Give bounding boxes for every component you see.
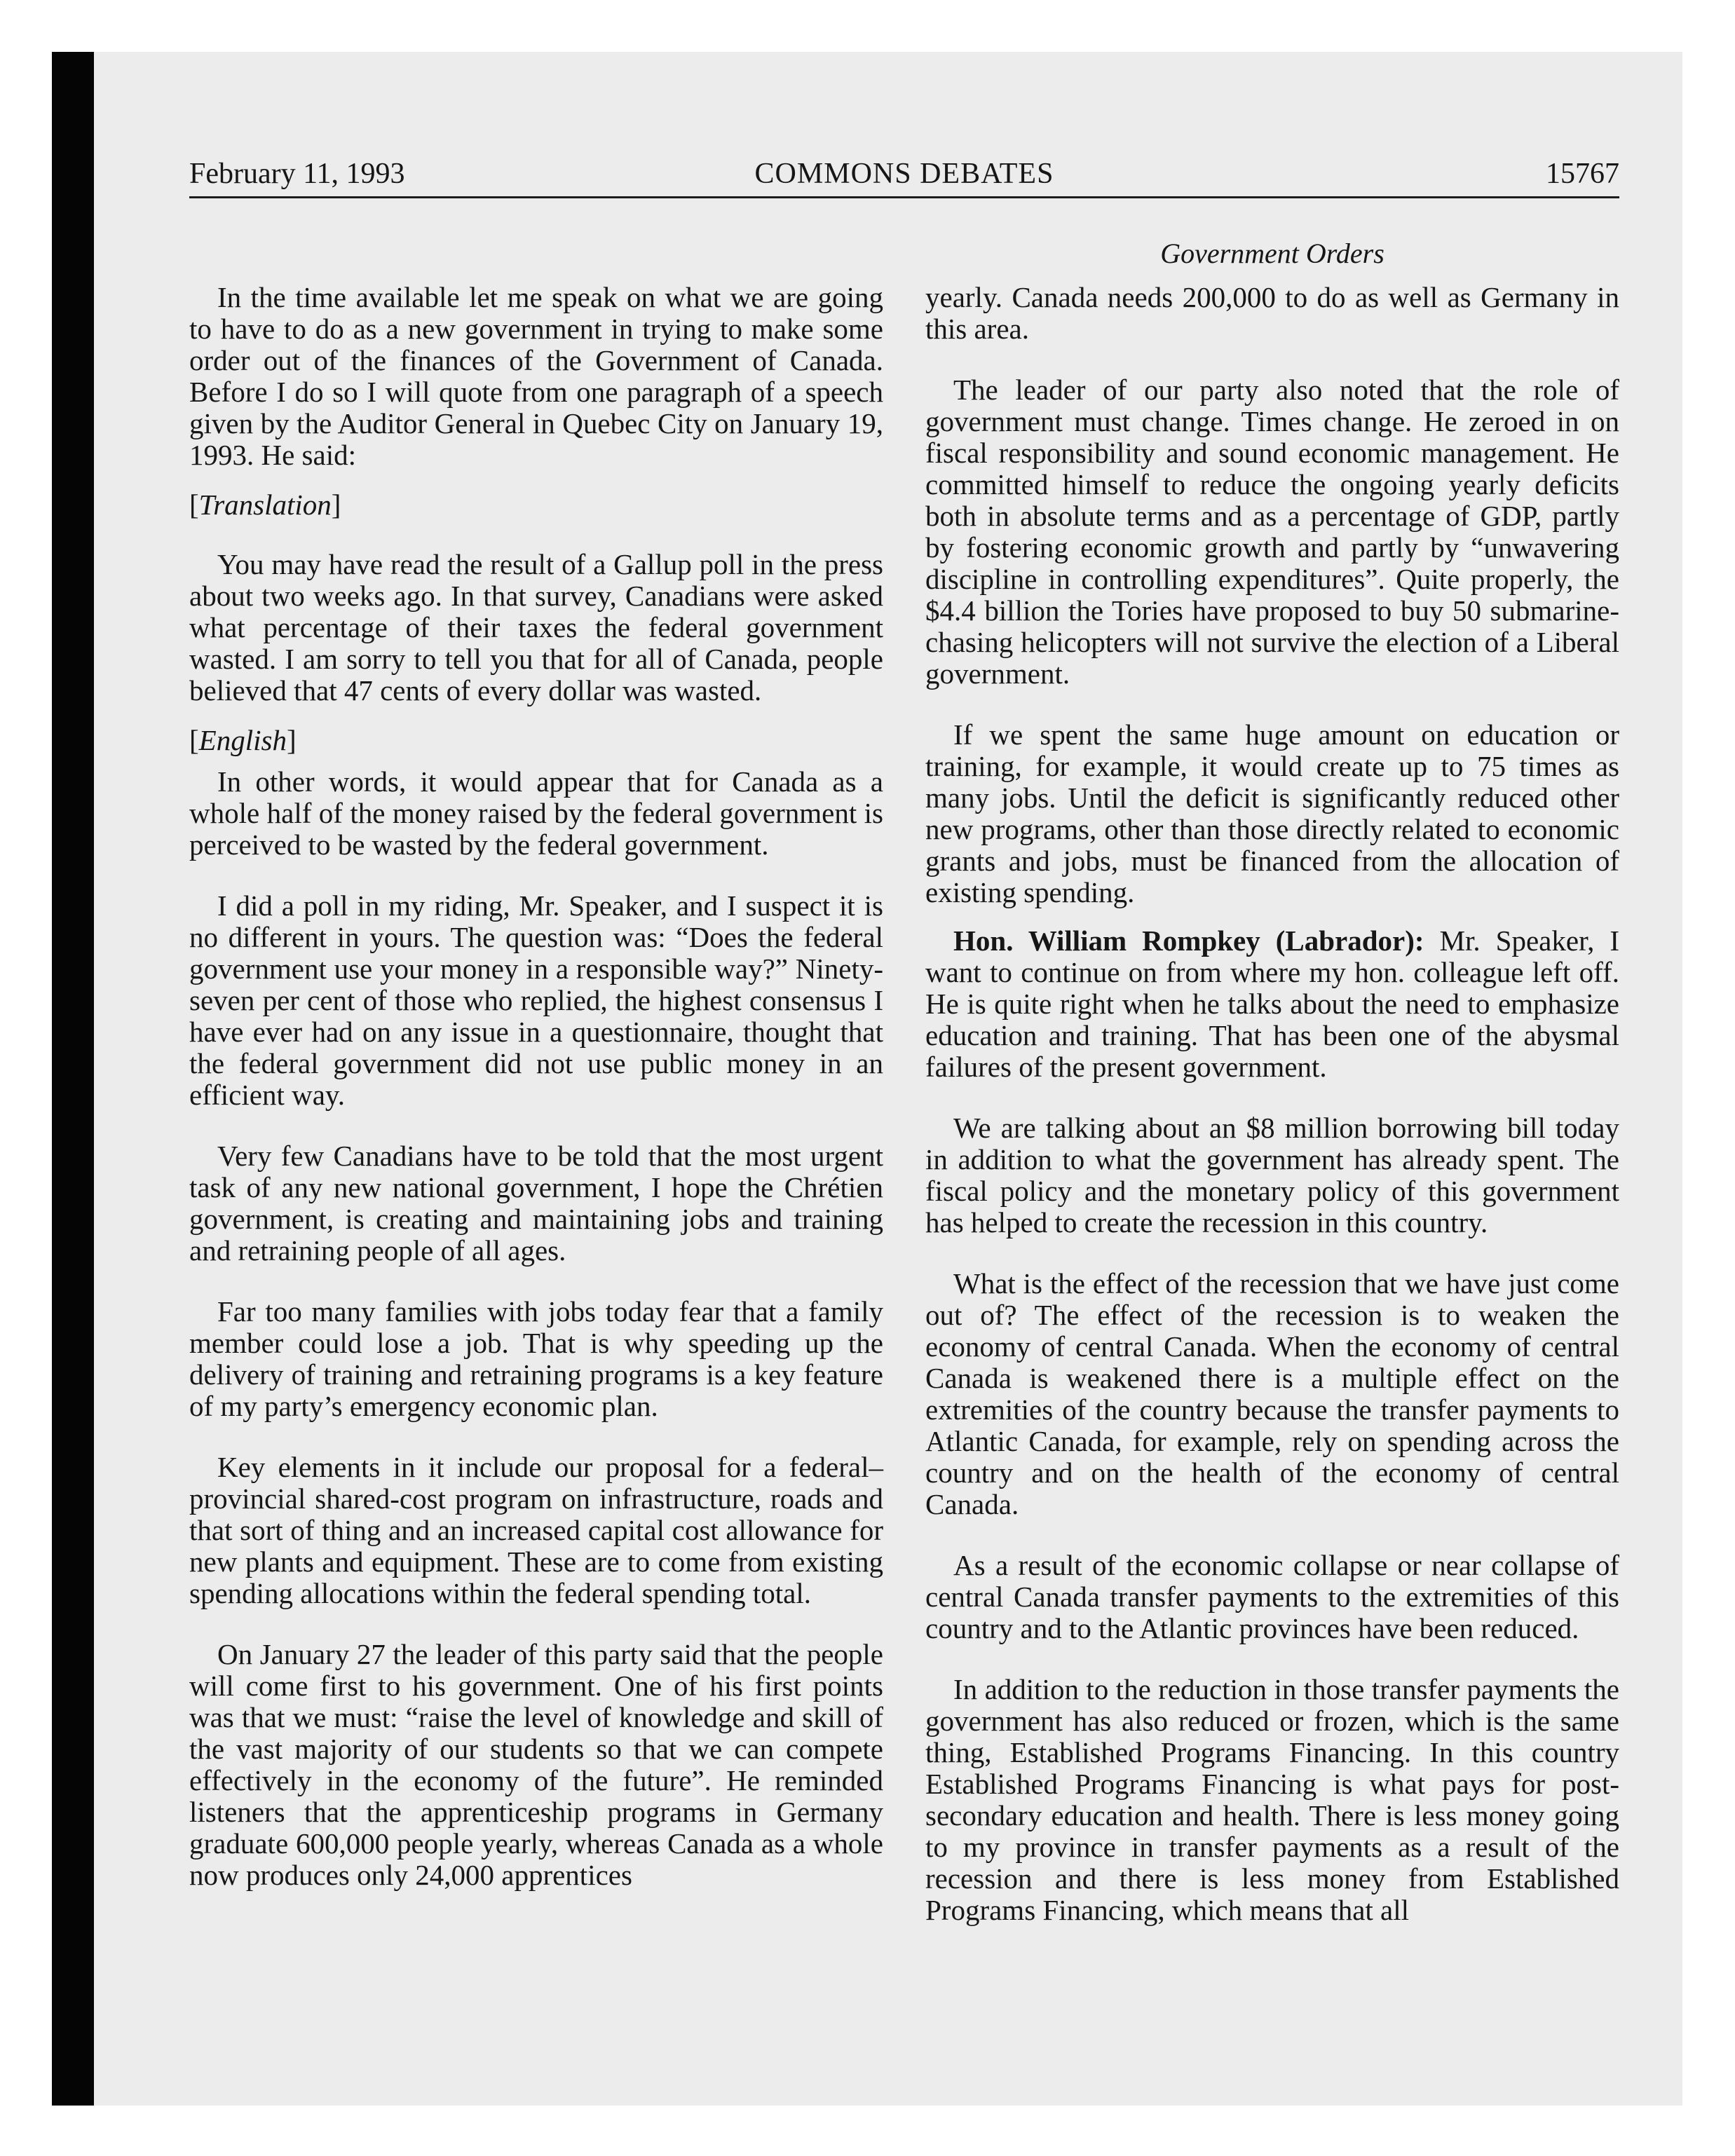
header-page-number: 15767 [1546, 158, 1619, 190]
paragraph: We are talking about an $8 million borrowing bill today in addition to what the government has already spent. The fiscal policy and the monetary policy of this government has helped to create the recession in this country. [925, 1112, 1619, 1239]
paragraph: As a result of the economic collapse or near collapse of central Canada transfer payments to the extremities of this country and to the Atlantic provinces have been reduced. [925, 1549, 1619, 1644]
paragraph: Key elements in it include our proposal for a federal–provincial shared-cost program on infrastructure, roads and that sort of thing and an increased capital cost allowance for new plants and equipment. These are to come from existing spending allocations within the federal spending total. [189, 1451, 883, 1609]
language-marker-translation: [Translation] [189, 489, 341, 521]
paragraph: In addition to the reduction in those transfer payments the government has also reduced or frozen, which is the same thing, Established Programs Financing. In this country Established Programs Financing is what pays for post-secondary education and health. There is less money going to my province in transfer payments as a result of the recession and there is less money from Established Programs Financing, which means that all [925, 1673, 1619, 1926]
left-column [189, 282, 883, 1891]
paragraph: I did a poll in my riding, Mr. Speaker, and I suspect it is no different in yours. The question was: “Does the federal government use your money in a responsible way?” Ninety-seven per cent of those who replied, the highest consensus I have ever had on any issue in a questionnaire, thought that the federal government did not use public money in an efficient way. [189, 889, 883, 1111]
header-title: COMMONS DEBATES [754, 158, 1054, 190]
paragraph: You may have read the result of a Gallup poll in the press about two weeks ago. In that survey, Canadians were asked what percentage of their taxes the federal government wasted. I am sorry to tell you that for all of Canada, people believed that 47 cents of every dollar was wasted. [189, 548, 883, 707]
language-marker-label: Translation [198, 489, 332, 521]
paragraph: On January 27 the leader of this party said that the people will come first to his government. One of his first points was that we must: “raise the level of knowledge and skill of the vast majority of our students so that we can compete effectively in the economy of the future”. He reminded listeners that the apprenticeship programs in Germany graduate 600,000 people yearly, whereas Canada as a whole now produces only 24,000 apprentices [189, 1638, 883, 1891]
section-label: Government Orders [1160, 238, 1384, 269]
speaker-paragraph [925, 925, 1619, 1083]
speaker-name: Hon. William Rompkey (Labrador): [953, 925, 1424, 957]
speaker-text: Mr. Speaker, I want to continue on from where my hon. colleague left off. He is quite right when he talks about the need to emphasize education and training. That has been one of the abysmal failures of the present government. [925, 925, 1619, 1083]
paragraph: In other words, it would appear that for Canada as a whole half of the money raised by the federal government is perceived to be wasted by the federal government. [189, 765, 883, 861]
paragraph: In the time available let me speak on what we are going to have to do as a new government in trying to make some order out of the finances of the Government of Canada. Before I do so I will quote from one paragraph of a speech given by the Auditor General in Quebec City on January 19, 1993. He said: [189, 281, 883, 471]
language-marker-label: English [198, 724, 287, 756]
paragraph: What is the effect of the recession that we have just come out of? The effect of the recession is to weaken the economy of central Canada. When the economy of central Canada is weakened there is a multiple effect on the extremities of the country because the transfer payments to Atlantic Canada, for example, rely on spending across the country and on the health of the economy of central Canada. [925, 1267, 1619, 1520]
paragraph: yearly. Canada needs 200,000 to do as well as Germany in this area. [925, 281, 1619, 345]
paragraph: Far too many families with jobs today fear that a family member could lose a job. That is why speeding up the delivery of training and retraining programs is a key feature of my party’s emergency economic plan. [189, 1295, 883, 1422]
paragraph: Very few Canadians have to be told that the most urgent task of any new national government, I hope the Chrétien government, is creating and maintaining jobs and training and retraining people of all ages. [189, 1140, 883, 1267]
binding-edge [52, 52, 94, 2106]
language-marker-english: [English] [189, 724, 297, 756]
running-head [189, 153, 1619, 195]
header-rule [189, 196, 1619, 198]
paragraph: If we spent the same huge amount on education or training, for example, it would create up to 75 times as many jobs. Until the deficit is significantly reduced other new programs, other than those directly related to economic grants and jobs, must be financed from the allocation of existing spending. [925, 718, 1619, 908]
paragraph: The leader of our party also noted that the role of government must change. Times change. He zeroed in on fiscal responsibility and sound economic management. He committed himself to reduce the ongoing yearly deficits both in absolute terms and as a percentage of GDP, partly by fostering economic growth and partly by “unwavering discipline in controlling expenditures”. Quite properly, the $4.4 billion the Tories have proposed to buy 50 submarine-chasing helicopters will not survive the election of a Liberal government. [925, 374, 1619, 690]
right-column [925, 282, 1619, 1926]
header-date: February 11, 1993 [189, 158, 405, 190]
